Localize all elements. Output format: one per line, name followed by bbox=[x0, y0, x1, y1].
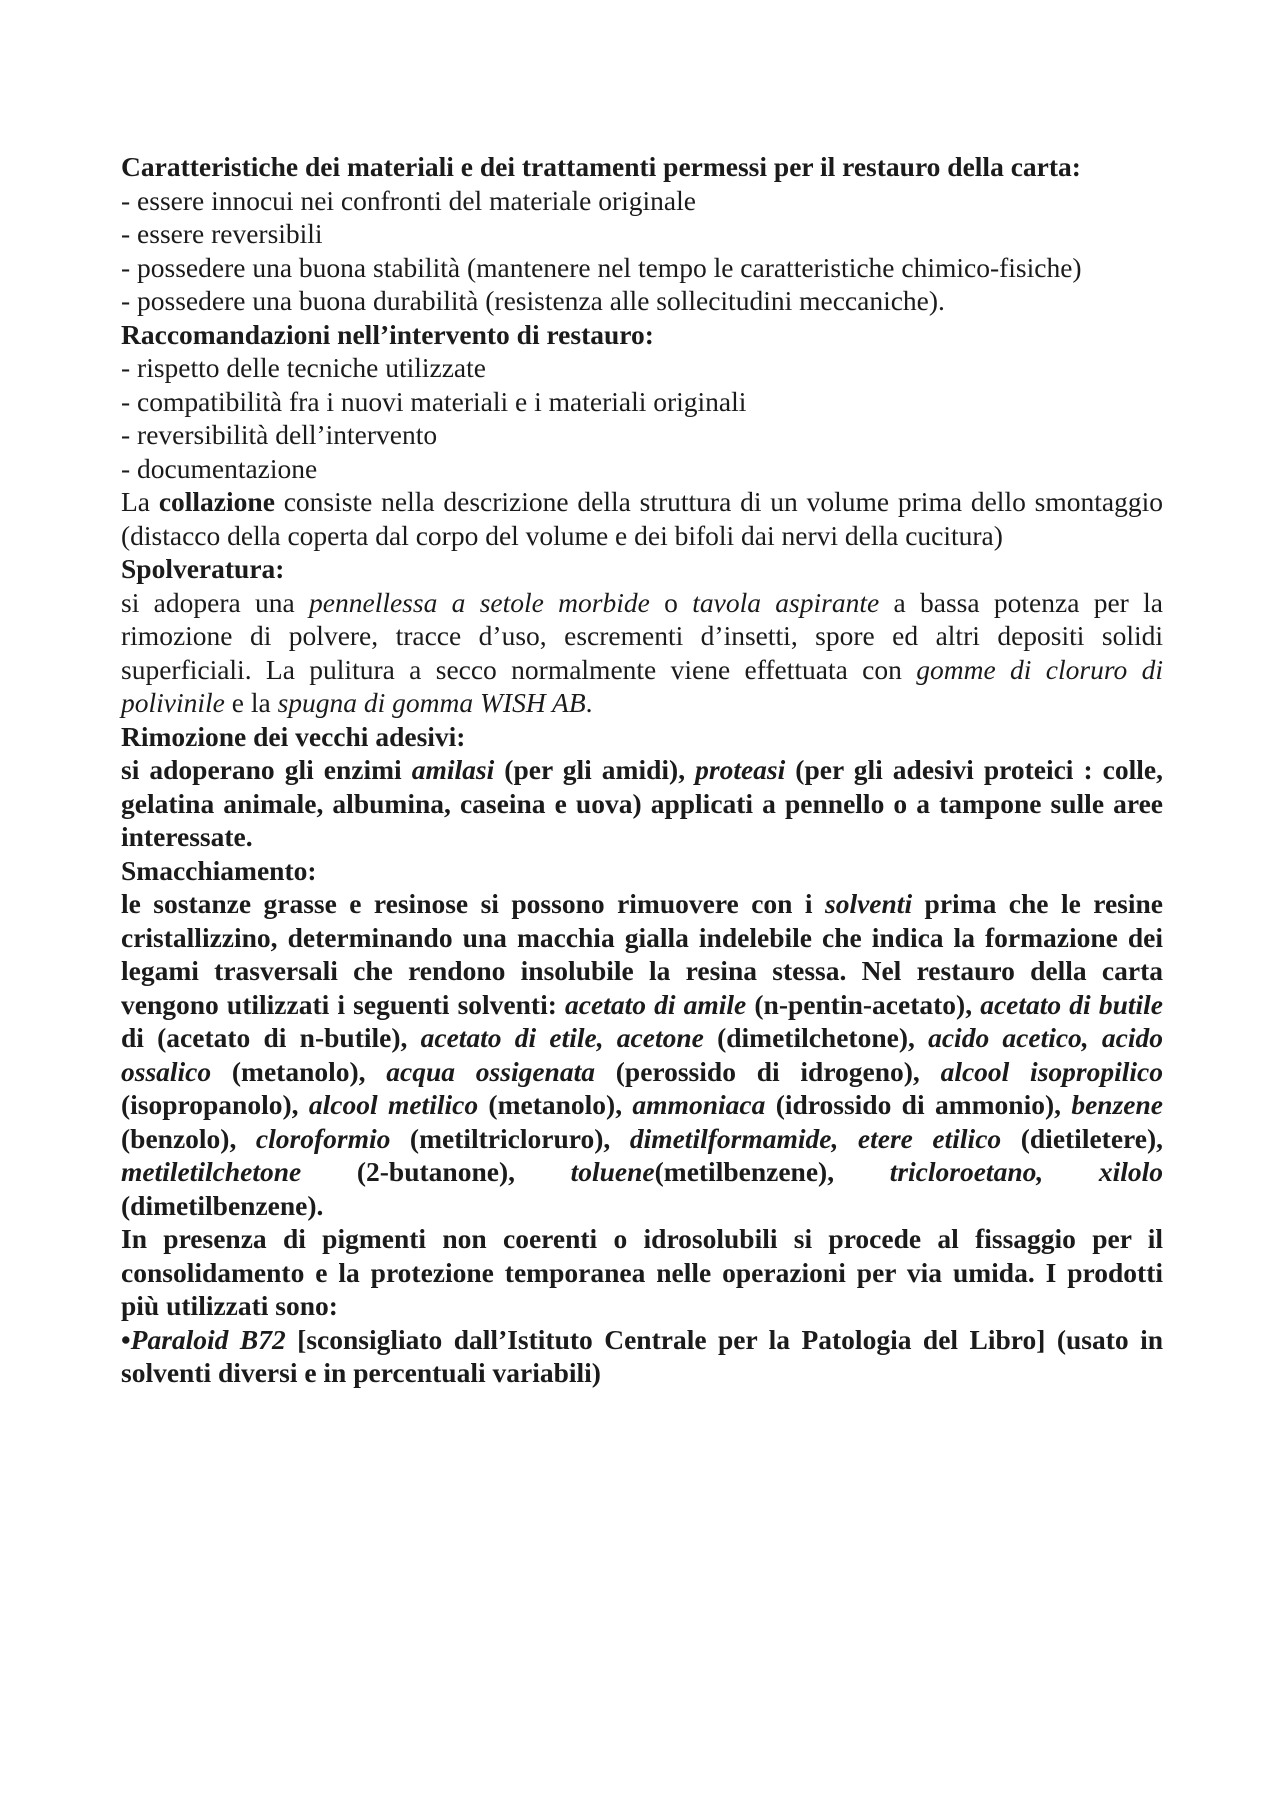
text-run: . bbox=[585, 687, 593, 718]
text-run: (benzolo), bbox=[121, 1122, 256, 1154]
list-item: - possedere una buona stabilità (mantenere nel tempo le caratteristiche chimico-fisiche) bbox=[121, 251, 1082, 283]
term-solventi: solventi bbox=[825, 888, 913, 919]
term-solvent: acido acetico, acido ossalico bbox=[121, 1022, 1163, 1087]
term-solvent: cloroformio bbox=[255, 1122, 391, 1154]
text-run: (idrossido di ammonio), bbox=[765, 1089, 1072, 1120]
term-gomme: gomme di cloruro di polivinile bbox=[121, 653, 1164, 718]
text-run: e la bbox=[224, 687, 278, 718]
text-run: prima che le resine cristallizzino, determinando una macchia gialla indelebile che indica la formazione dei legami trasversali che rendono insolubile la resina stessa. Nel restauro della carta vengono utilizzati i seguenti solventi: bbox=[121, 888, 1164, 1020]
list-item: - rispetto delle tecniche utilizzate bbox=[121, 352, 486, 383]
term-solvent: acetato di butile bbox=[980, 988, 1163, 1020]
text-run: (metanolo), bbox=[211, 1055, 387, 1087]
text-run: [sconsigliato dall’Istituto Centrale per la Patologia del Libro] (usato in solventi diversi e in percentuali variabili) bbox=[121, 1323, 1164, 1388]
paragraph-spolveratura bbox=[121, 586, 1163, 720]
term-solvent: dimetilformamide, etere etilico bbox=[629, 1122, 1002, 1154]
term-solvent: acqua ossigenata bbox=[386, 1055, 595, 1087]
text-run: (dimetilbenzene). bbox=[121, 1189, 324, 1221]
text-run: (isopropanolo), bbox=[121, 1089, 309, 1120]
section-heading-smacchiamento: Smacchiamento: bbox=[121, 854, 317, 886]
term-solvent: tricloroetano, xilolo bbox=[889, 1156, 1164, 1187]
term-solvent: benzene bbox=[1071, 1089, 1164, 1120]
paragraph-rimozione-adesivi bbox=[121, 753, 1163, 854]
text-run: o bbox=[649, 586, 693, 618]
paragraph-smacchiamento bbox=[121, 887, 1163, 1222]
term-solvent: alcool isopropilico bbox=[940, 1055, 1163, 1087]
list-item: - possedere una buona durabilità (resistenza alle sollecitudini meccaniche). bbox=[121, 285, 945, 316]
term-proteasi: proteasi bbox=[695, 754, 786, 785]
text-run: le sostanze grasse e resinose si possono rimuovere con i bbox=[121, 888, 825, 919]
text-run: (metanolo), bbox=[478, 1089, 633, 1120]
text-run: (metiltricloruro), bbox=[390, 1122, 630, 1154]
term-solvent: alcool metilico bbox=[308, 1089, 479, 1120]
section-heading-raccomandazioni: Raccomandazioni nell’intervento di restauro: bbox=[121, 318, 654, 350]
list-item: - essere reversibili bbox=[121, 218, 323, 249]
text-run: di (acetato di n-butile), bbox=[121, 1022, 421, 1053]
section-heading-rimozione-adesivi: Rimozione dei vecchi adesivi: bbox=[121, 720, 466, 752]
term-solvent: acetato di etile, acetone bbox=[420, 1022, 704, 1053]
text-run: consiste nella descrizione della struttura di un volume prima dello smontaggio (distacco della coperta dal corpo del volume e dei bifoli dai nervi della cucitura) bbox=[121, 486, 1163, 551]
text-run: si adoperano gli enzimi bbox=[121, 754, 412, 785]
term-solvent: ammoniaca bbox=[632, 1089, 766, 1120]
term-pennellessa: pennellessa a setole morbide bbox=[309, 586, 650, 618]
list-item: - essere innocui nei confronti del materiale originale bbox=[121, 184, 696, 216]
term-spugna: spugna di gomma WISH AB bbox=[277, 687, 586, 718]
term-solvent: toluene bbox=[570, 1156, 655, 1187]
section-heading-spolveratura: Spolveratura: bbox=[121, 553, 285, 584]
bullet-item-paraloid bbox=[121, 1323, 1163, 1390]
term-paraloid: Paraloid B72 bbox=[130, 1323, 286, 1355]
text-run: (perossido di idrogeno), bbox=[594, 1055, 941, 1087]
term-collazione: collazione bbox=[158, 486, 275, 517]
text-run: (dimetilchetone), bbox=[703, 1022, 929, 1053]
term-solvent: acetato di amile bbox=[565, 988, 747, 1020]
term-amilasi: amilasi bbox=[411, 754, 495, 785]
document-page bbox=[121, 150, 1163, 1390]
list-item: - reversibilità dell’intervento bbox=[121, 419, 438, 450]
bullet-icon: • bbox=[121, 1323, 131, 1355]
term-tavola-aspirante: tavola aspirante bbox=[692, 586, 880, 618]
text-run: (2-butanone), bbox=[301, 1156, 571, 1187]
text-run: (per gli amidi), bbox=[494, 754, 696, 785]
text-run: si adopera una bbox=[121, 586, 310, 618]
paragraph-fissaggio: In presenza di pigmenti non coerenti o idrosolubili si procede al fissaggio per il consolidamento e la protezione temporanea nelle operazioni per via umida. I prodotti più utilizzati sono: bbox=[121, 1223, 1163, 1321]
text-run: (n-pentin-acetato), bbox=[746, 988, 981, 1020]
text-run: La bbox=[121, 486, 159, 517]
text-run: (dietiletere), bbox=[1001, 1122, 1163, 1154]
list-item: - documentazione bbox=[121, 452, 318, 484]
list-item: - compatibilità fra i nuovi materiali e i materiali originali bbox=[121, 385, 747, 417]
section-heading-materiali: Caratteristiche dei materiali e dei trattamenti permessi per il restauro della carta: bbox=[121, 151, 1081, 182]
text-run: (per gli adesivi proteici : colle, gelatina animale, albumina, caseina e uova) applicati a pennello o a tampone sulle aree interessate. bbox=[121, 754, 1163, 852]
term-solvent: metiletilchetone bbox=[121, 1156, 302, 1187]
text-run: (metilbenzene), bbox=[654, 1156, 890, 1187]
text-run: a bassa potenza per la rimozione di polvere, tracce d’uso, escrementi d’insetti, spore ed altri depositi solidi superficiali. La pulitura a secco normalmente viene effettuata con bbox=[121, 586, 1164, 685]
paragraph-collazione bbox=[121, 485, 1163, 552]
